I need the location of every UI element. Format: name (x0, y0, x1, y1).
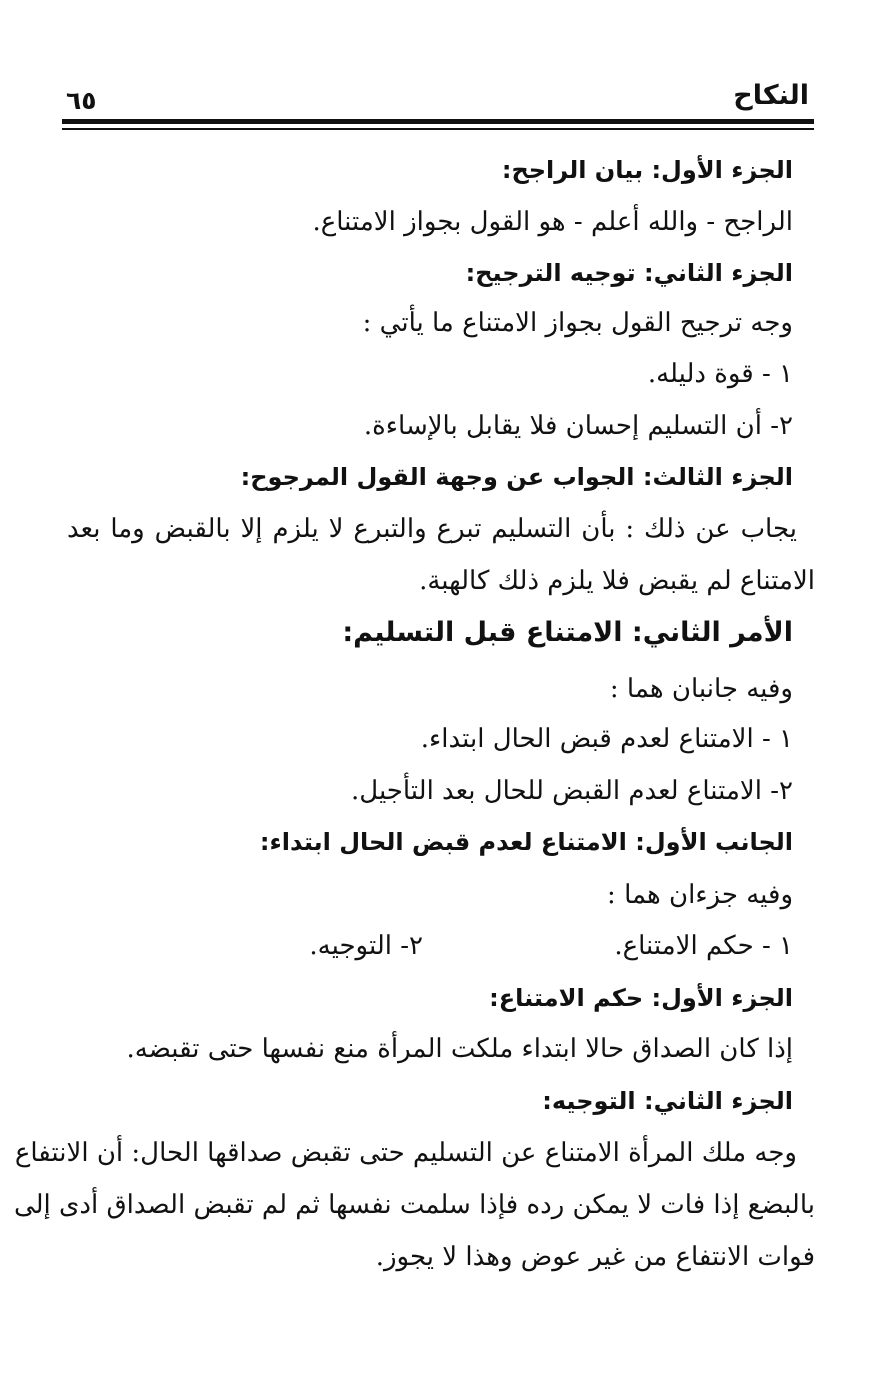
section-heading: الجزء الثاني: التوجيه: (542, 1087, 793, 1115)
paragraph-line: وفيه جزءان هما : (607, 880, 793, 910)
paragraph-line: وفيه جانبان هما : (609, 674, 793, 704)
list-item: ١ - قوة دليله. (647, 359, 793, 389)
paragraph-line: يجاب عن ذلك : بأن التسليم تبرع والتبرع لا يلزم إلا بالقبض وما بعد (67, 514, 797, 544)
paragraph-line: بالبضع إذا فات لا يمكن رده فإذا سلمت نفسها ثم لم تقبض الصداق أدى إلى (13, 1190, 815, 1220)
section-heading: الجزء الأول: حكم الامتناع: (489, 984, 793, 1012)
section-heading: الجزء الثاني: توجيه الترجيح: (465, 259, 793, 287)
list-item: ٢- الامتناع لعدم القبض للحال بعد التأجيل. (351, 776, 793, 806)
paragraph-line: وجه ترجيح القول بجواز الامتناع ما يأتي : (362, 308, 793, 338)
list-item: ١ - حكم الامتناع. (614, 931, 793, 961)
subsection-heading: الأمر الثاني: الامتناع قبل التسليم: (342, 617, 793, 648)
paragraph-line: فوات الانتفاع من غير عوض وهذا لا يجوز. (375, 1242, 815, 1272)
list-item: ٢- أن التسليم إحسان فلا يقابل بالإساءة. (363, 411, 793, 441)
section-heading: الجزء الثالث: الجواب عن وجهة القول المرجوح: (240, 463, 793, 491)
section-heading: الجانب الأول: الامتناع لعدم قبض الحال ابتداء: (259, 828, 793, 856)
paragraph-line: الراجح - والله أعلم - هو القول بجواز الامتناع. (312, 207, 793, 237)
paragraph-line: إذا كان الصداق حالا ابتداء ملكت المرأة منع نفسها حتى تقبضه. (126, 1034, 793, 1064)
chapter-title: النكاح (733, 80, 809, 111)
paragraph-line: الامتناع لم يقبض فلا يلزم ذلك كالهبة. (419, 566, 815, 596)
list-item: ٢- التوجيه. (309, 931, 423, 961)
list-item: ١ - الامتناع لعدم قبض الحال ابتداء. (420, 724, 793, 754)
paragraph-line: وجه ملك المرأة الامتناع عن التسليم حتى تقبض صداقها الحال: أن الانتفاع (14, 1138, 797, 1168)
header-rule-thin (62, 128, 814, 130)
page-number: ٦٥ (66, 86, 97, 115)
header-rule-thick (62, 119, 814, 124)
section-heading: الجزء الأول: بيان الراجح: (501, 156, 793, 184)
